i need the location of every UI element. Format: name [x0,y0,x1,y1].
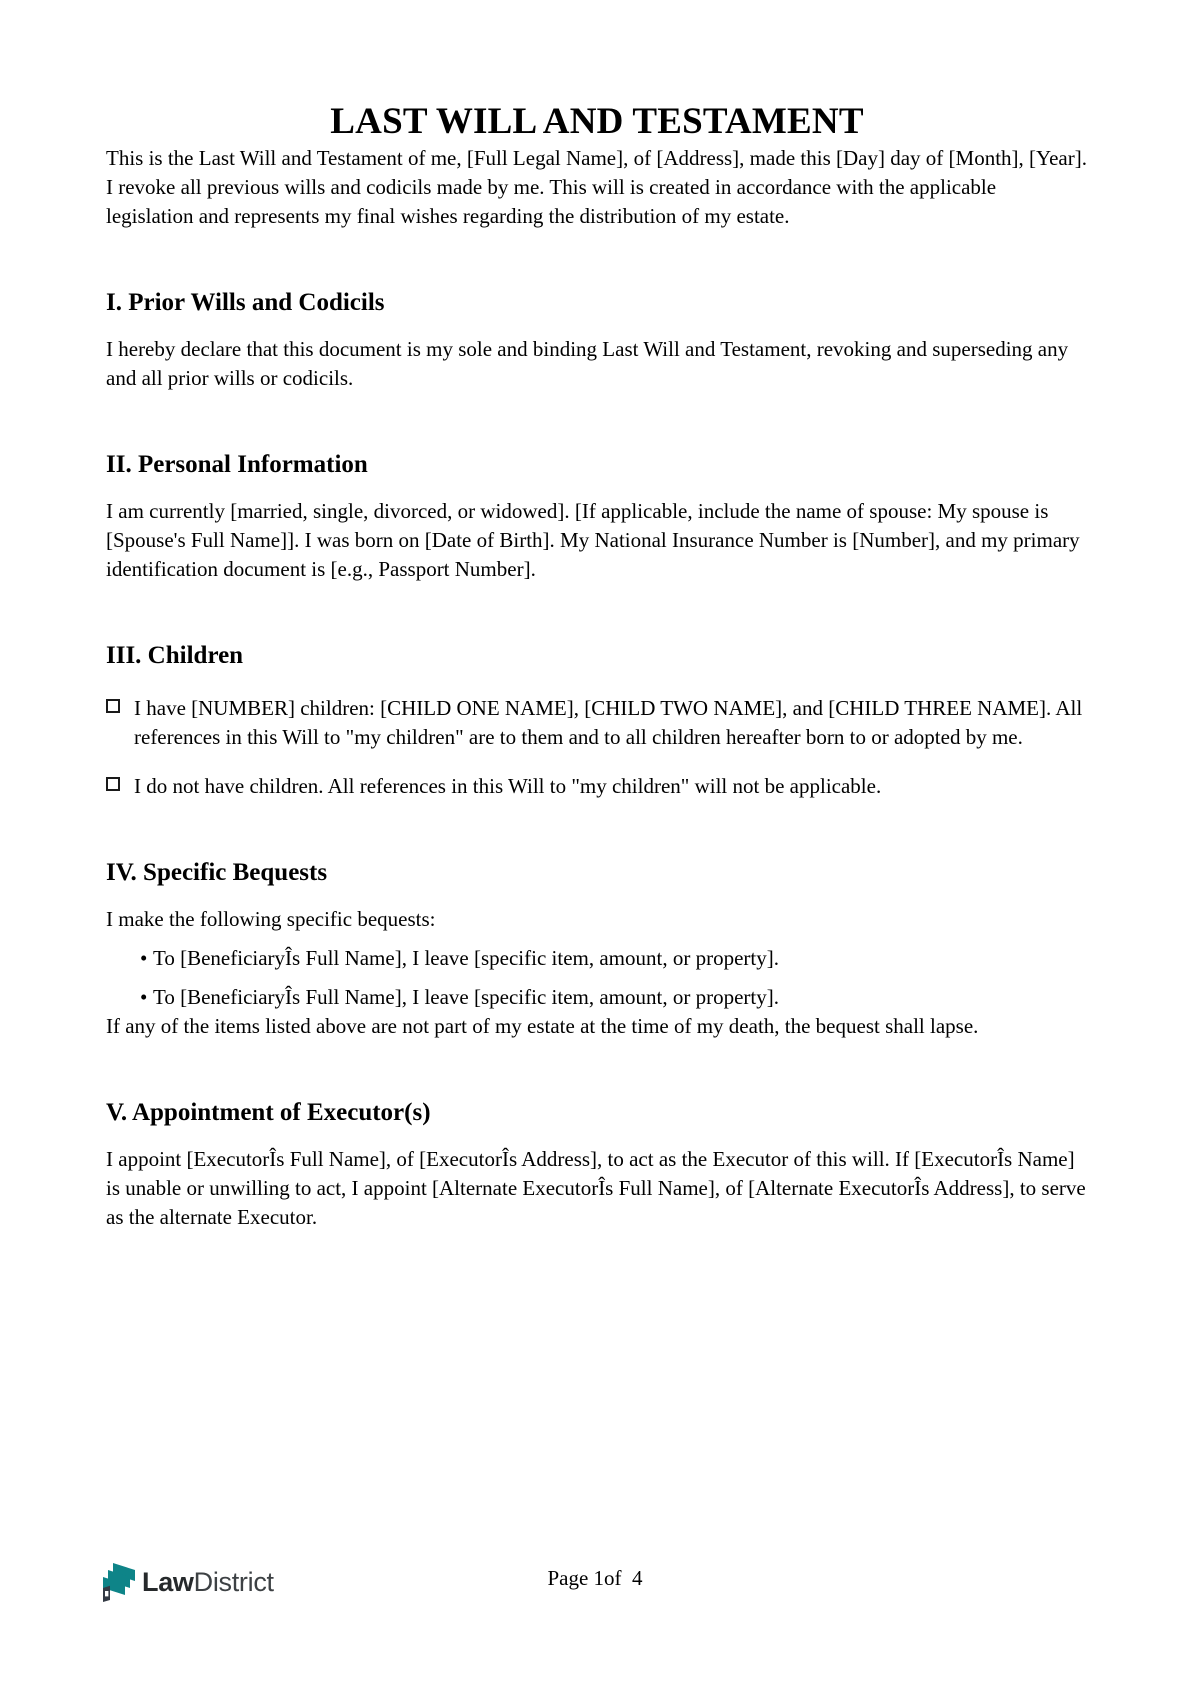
section-body-executors: I appoint [ExecutorÎs Full Name], of [ExecutorÎs Address], to act as the Executor of this will. If [ExecutorÎs Name] is unable or unwilling to act, I appoint [Alternate ExecutorÎs Full Name], of [Alternate ExecutorÎs Address], to serve as the alternate Executor. [106,1147,1086,1229]
section-heading-prior-wills: I. Prior Wills and Codicils [106,289,385,316]
section-body-personal-information: I am currently [married, single, divorced, or widowed]. [If applicable, include the name of spouse: My spouse is [Spouse's Full Name]]. I was born on [Date of Birth]. My National Insurance Number is [Number], and my primary identification document is [e.g., Passport Number]. [106,499,1080,581]
checkbox[interactable] [106,699,120,713]
section-heading-children: III. Children [106,642,244,669]
intro-paragraph: This is the Last Will and Testament of me, [Full Legal Name], of [Address], made this [Day] day of [Month], [Year]. I revoke all previous wills and codicils made by me. This will is created in accordance with the applicable legislation and represents my final wishes regarding the distribution of my estate. [106,146,1087,228]
page-footer [0,1560,1190,1604]
checkbox-label: I do not have children. All references in this Will to "my children" will not be applicable. [134,774,882,798]
section-body-prior-wills: I hereby declare that this document is my sole and binding Last Will and Testament, revoking and superseding any and all prior wills or codicils. [106,337,1069,390]
bequests-lead: I make the following specific bequests: [106,907,436,931]
page-number: Page 1of 4 [547,1566,643,1590]
children-option-no-children [106,772,1088,801]
section-specific-bequests [106,857,1088,1041]
brand-text-district: District [193,1566,274,1597]
section-executors [106,1097,1088,1232]
bequest-bullet-text: To [BeneficiaryÎs Full Name], I leave [specific item, amount, or property]. [153,946,779,970]
bequest-bullet-1 [106,944,1088,973]
bequest-bullet-2 [106,983,1088,1012]
section-heading-specific-bequests: IV. Specific Bequests [106,859,328,886]
checkbox[interactable] [106,777,120,791]
section-personal-information [106,449,1088,584]
bullet-icon: • [140,946,148,970]
checkbox-label: I have [NUMBER] children: [CHILD ONE NAME], [CHILD TWO NAME], and [CHILD THREE NAME]. All references in this Will to "my children" are to them and to all children hereafter born to or adopted by me. [134,696,1083,749]
page-title: LAST WILL AND TESTAMENT [330,101,864,142]
section-heading-executors: V. Appointment of Executor(s) [106,1099,431,1126]
section-children [106,640,1088,801]
bullet-icon: • [140,985,148,1009]
section-heading-personal-information: II. Personal Information [106,451,368,478]
bequests-note: If any of the items listed above are not part of my estate at the time of my death, the bequest shall lapse. [106,1014,979,1038]
children-option-have-children [106,694,1088,752]
brand-text-law: Law [142,1566,194,1597]
section-prior-wills [106,287,1088,393]
bequest-bullet-text: To [BeneficiaryÎs Full Name], I leave [specific item, amount, or property]. [153,985,779,1009]
